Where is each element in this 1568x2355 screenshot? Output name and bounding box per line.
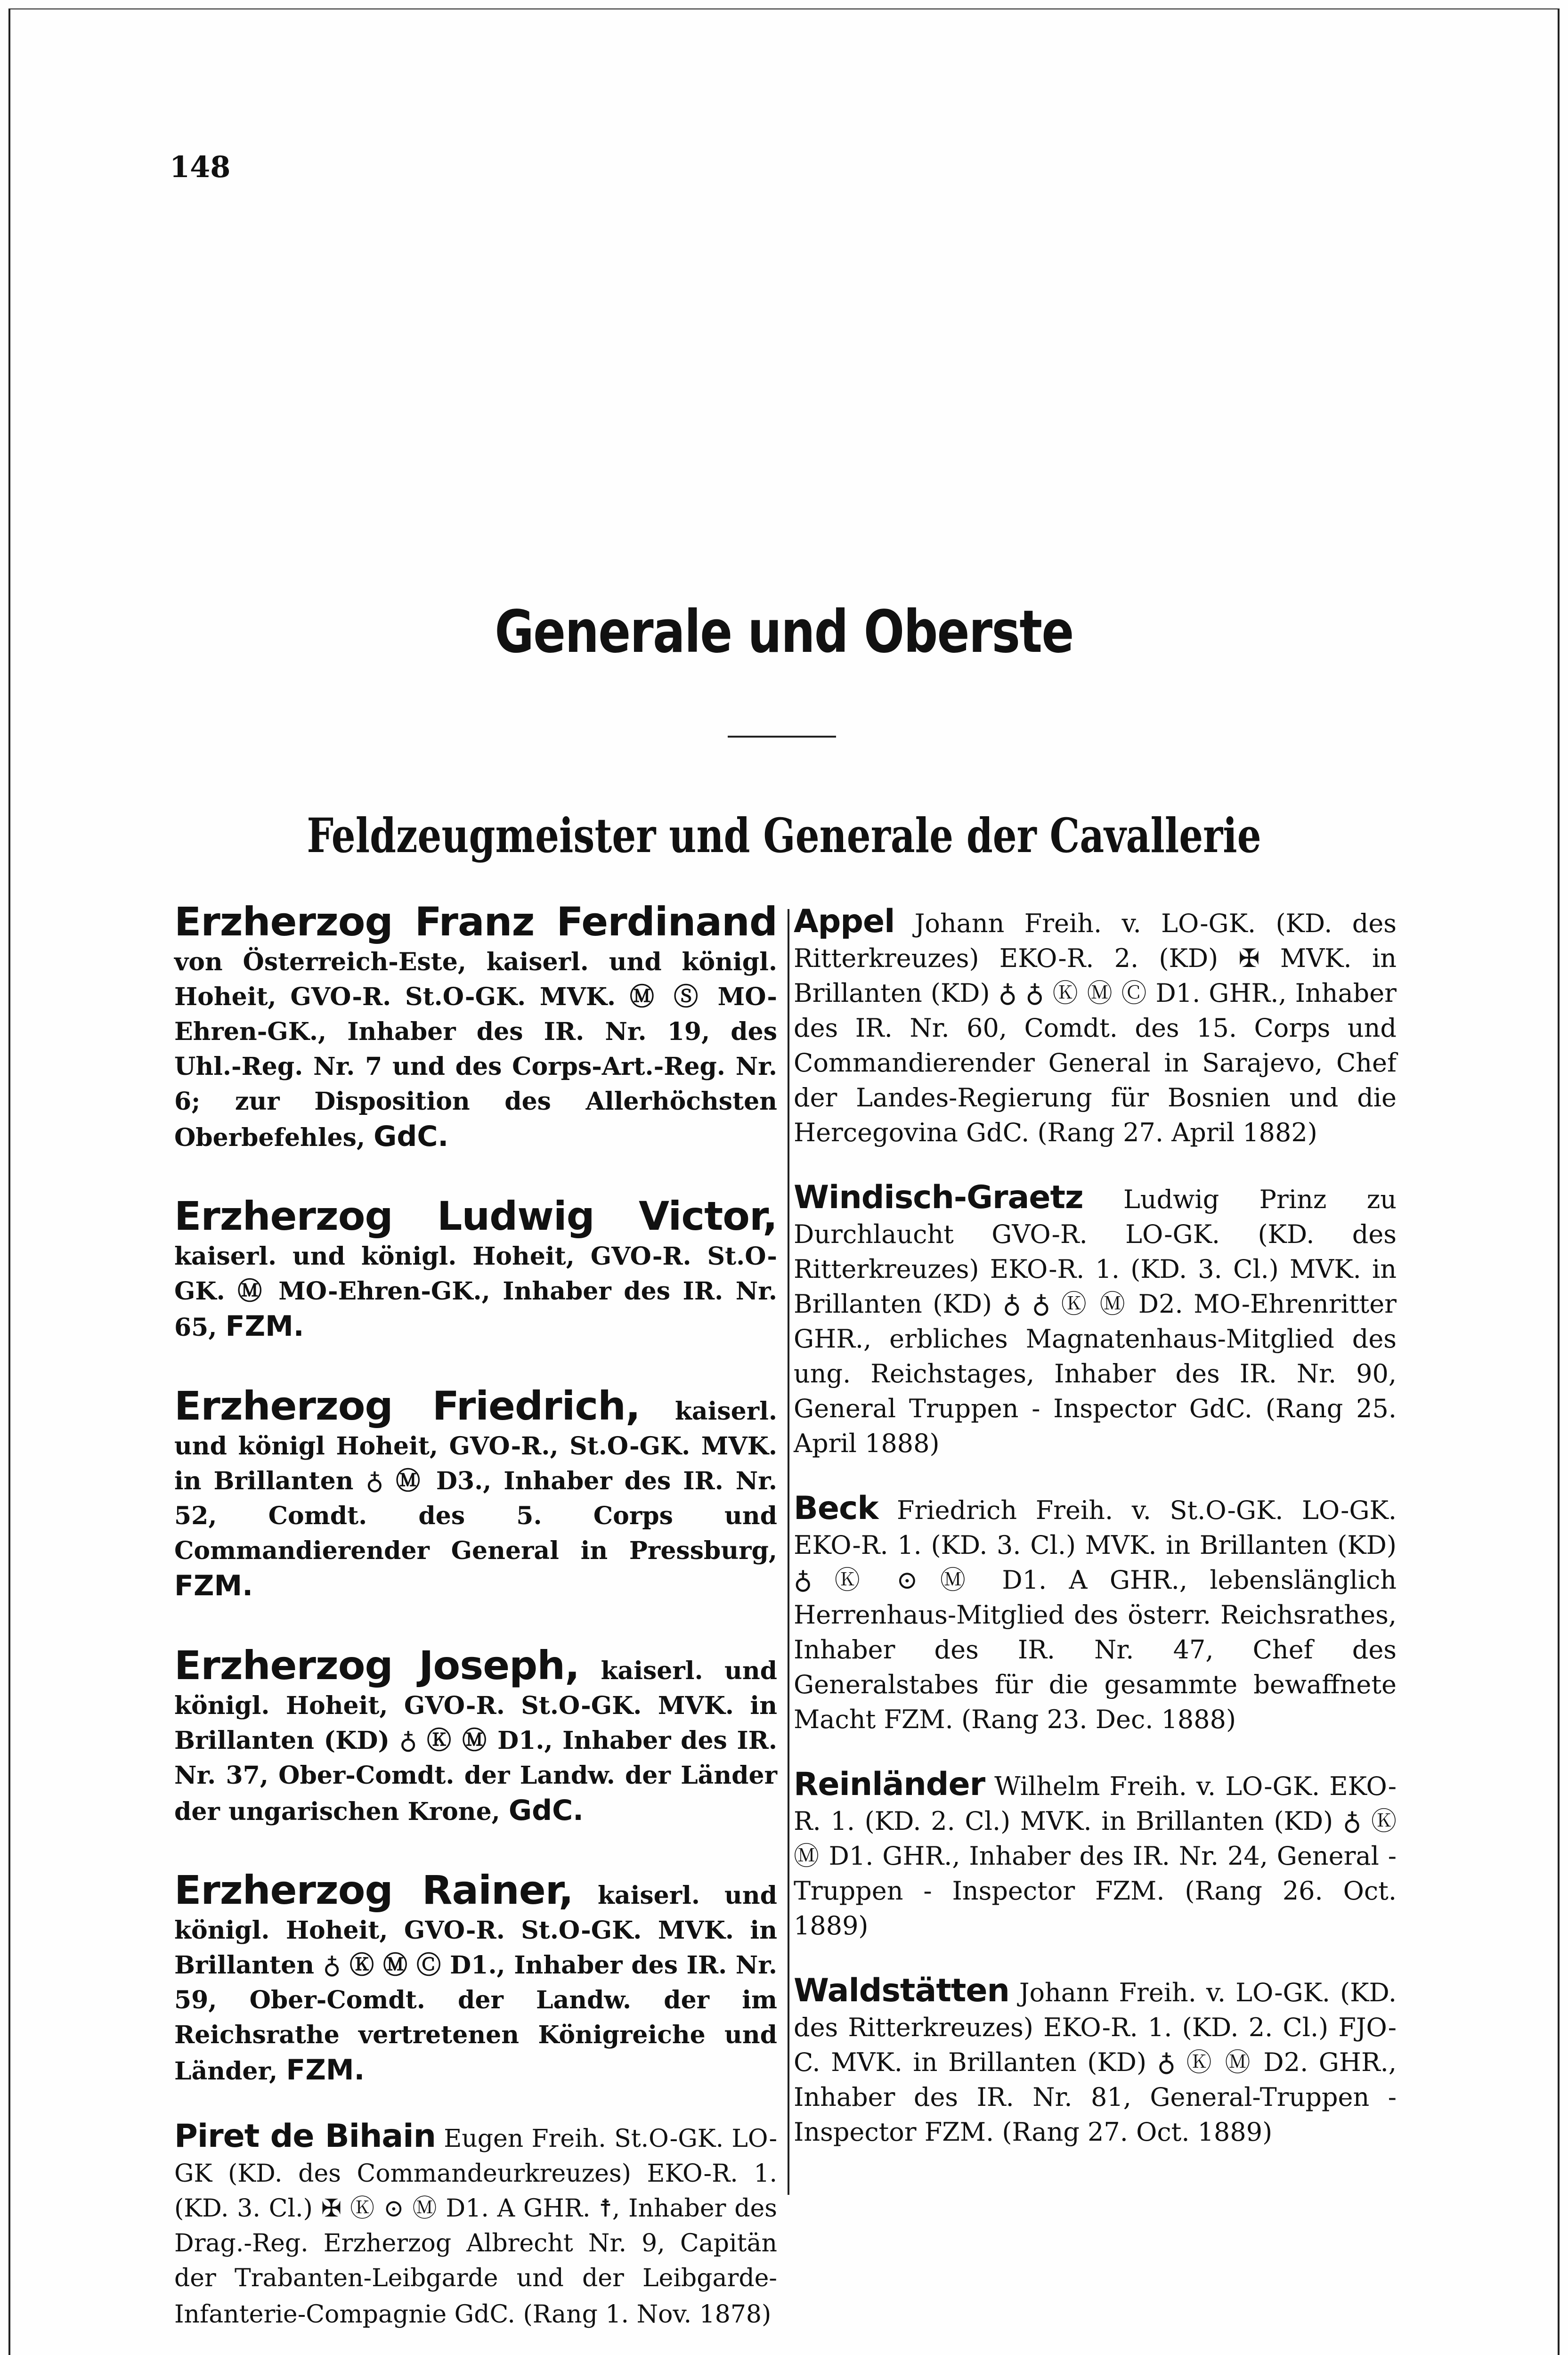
entry-friedrich bbox=[174, 1383, 777, 1605]
entry-name: Erzherzog Friedrich, bbox=[174, 1383, 640, 1429]
entry-text: Johann Freih. v. LO-GK. (KD. des Ritterkreuzes) EKO-R. 2. (KD) ✠ MVK. in Brillanten (KD) ♁ ♁ Ⓚ Ⓜ Ⓒ D1. GHR., Inhaber des IR. Nr. 60, Comdt. des 15. Corps und Commandierender General in Sarajevo, Chef der Landes-Regierung für Bosnien und die Hercegovina GdC. (Rang 27. April 1882) bbox=[794, 909, 1397, 1147]
entry-text: kaiserl. und königl. Hoheit, GVO-R. St.O-GK. MVK. in Brillanten (KD) ♁ Ⓚ Ⓜ D1., Inhaber des IR. Nr. 37, Ober-Comdt. der Landw. der Länder der ungarischen Krone, bbox=[174, 1657, 777, 1826]
entry-windisch-graetz bbox=[794, 1180, 1397, 1461]
right-column bbox=[794, 904, 1397, 2150]
entry-name: Windisch-Graetz bbox=[794, 1179, 1083, 1216]
entry-name: Beck bbox=[794, 1490, 878, 1527]
entry-appel bbox=[794, 904, 1397, 1150]
entry-name: Appel bbox=[794, 903, 895, 940]
entry-name: Erzherzog Franz Ferdinand bbox=[174, 899, 777, 945]
entry-name: Erzherzog Rainer, bbox=[174, 1867, 573, 1913]
entry-beck bbox=[794, 1491, 1397, 1737]
entry-reinlaender bbox=[794, 1767, 1397, 1943]
entry-name: Reinländer bbox=[794, 1766, 985, 1803]
entry-text: Wilhelm Freih. v. LO-GK. EKO-R. 1. (KD. 2. Cl.) MVK. in Brillanten (KD) ♁ Ⓚ Ⓜ D1. GHR., Inhaber des IR. Nr. 24, General - Truppen - Inspector FZM. (Rang 26. Oct. 1889) bbox=[794, 1771, 1397, 1941]
entry-rainer bbox=[174, 1867, 777, 2089]
entry-ludwig-victor bbox=[174, 1193, 777, 1345]
entry-joseph bbox=[174, 1642, 777, 1829]
entry-text: Eugen Freih. St.O-GK. LO-GK (KD. des Commandeurkreuzes) EKO-R. 1. (KD. 3. Cl.) ✠ Ⓚ ⊙ Ⓜ D1. A GHR. ☨, Inhaber des Drag.-Reg. Erzherzog Albrecht Nr. 9, Capitän der Trabanten-Leibgarde und der Leibgarde-Infanterie-Compagnie GdC. (Rang 1. Nov. 1878) bbox=[174, 2125, 778, 2329]
entry-rank: GdC. bbox=[508, 1794, 584, 1827]
entry-rank: FZM. bbox=[174, 1569, 253, 1602]
main-title: Generale und Oberste bbox=[495, 598, 1073, 666]
column-divider bbox=[788, 909, 789, 2195]
entry-name: Erzherzog Joseph, bbox=[174, 1642, 579, 1689]
entry-text: von Österreich-Este, kaiserl. und königl. Hoheit, GVO-R. St.O-GK. MVK. Ⓜ Ⓢ MO-Ehren-GK., Inhaber des IR. Nr. 19, des Uhl.-Reg. Nr. 7 und des Corps-Art.-Reg. Nr. 6; zur Disposition des Allerhöchsten Oberbefehles, bbox=[174, 948, 777, 1152]
left-column bbox=[174, 899, 778, 2332]
entry-name: Erzherzog Ludwig Victor, bbox=[174, 1193, 777, 1239]
title-rule bbox=[728, 736, 836, 738]
entry-text: kaiserl. und königl Hoheit, GVO-R., St.O-GK. MVK. in Brillanten ♁ Ⓜ D3., Inhaber des IR. Nr. 52, Comdt. des 5. Corps und Commandierender General in Pressburg, bbox=[174, 1397, 777, 1565]
entry-franz-ferdinand bbox=[174, 899, 777, 1155]
entry-text: Ludwig Prinz zu Durchlaucht GVO-R. LO-GK. (KD. des Ritterkreuzes) EKO-R. 1. (KD. 3. Cl.) MVK. in Brillanten (KD) ♁ ♁ Ⓚ Ⓜ D2. MO-Ehrenritter GHR., erbliches Magnatenhaus-Mitglied des ung. Reichstages, Inhaber des IR. Nr. 90, General Truppen - Inspector GdC. (Rang 25. April 1888) bbox=[794, 1185, 1397, 1458]
entry-text: Friedrich Freih. v. St.O-GK. LO-GK. EKO-R. 1. (KD. 3. Cl.) MVK. in Brillanten (KD) ♁ Ⓚ ⊙ Ⓜ D1. A GHR., lebenslänglich Herrenhaus-Mitglied des österr. Reichsrathes, Inhaber des IR. Nr. 47, Chef des Generalstabes für die gesammte bewaffnete Macht FZM. (Rang 23. Dec. 1888) bbox=[794, 1495, 1397, 1734]
entry-name: Waldstätten bbox=[794, 1972, 1009, 2009]
entry-waldstaetten bbox=[794, 1973, 1397, 2150]
entry-text: Johann Freih. v. LO-GK. (KD. des Ritterkreuzes) EKO-R. 1. (KD. 2. Cl.) FJO-C. MVK. in Brillanten (KD) ♁ Ⓚ Ⓜ D2. GHR., Inhaber des IR. Nr. 81, General-Truppen - Inspector FZM. (Rang 27. Oct. 1889) bbox=[794, 1978, 1397, 2147]
entry-name: Piret de Bihain bbox=[174, 2118, 436, 2155]
section-title: Feldzeugmeister und Generale der Cavallerie bbox=[307, 808, 1261, 863]
entry-rank: FZM. bbox=[225, 1310, 304, 1343]
entry-rank: FZM. bbox=[286, 2054, 365, 2087]
entry-rank: GdC. bbox=[374, 1120, 449, 1153]
entry-text: kaiserl. und königl. Hoheit, GVO-R. St.O-GK. MVK. in Brillanten ♁ Ⓚ Ⓜ Ⓒ D1., Inhaber des IR. Nr. 59, Ober-Comdt. der Landw. der im Reichsrathe vertretenen Königreiche und Länder, bbox=[174, 1881, 777, 2086]
entry-piret bbox=[174, 2119, 777, 2332]
page-number: 148 bbox=[170, 150, 231, 184]
entry-text: kaiserl. und königl. Hoheit, GVO-R. St.O-GK. Ⓜ MO-Ehren-GK., Inhaber des IR. Nr. 65, bbox=[174, 1242, 777, 1342]
